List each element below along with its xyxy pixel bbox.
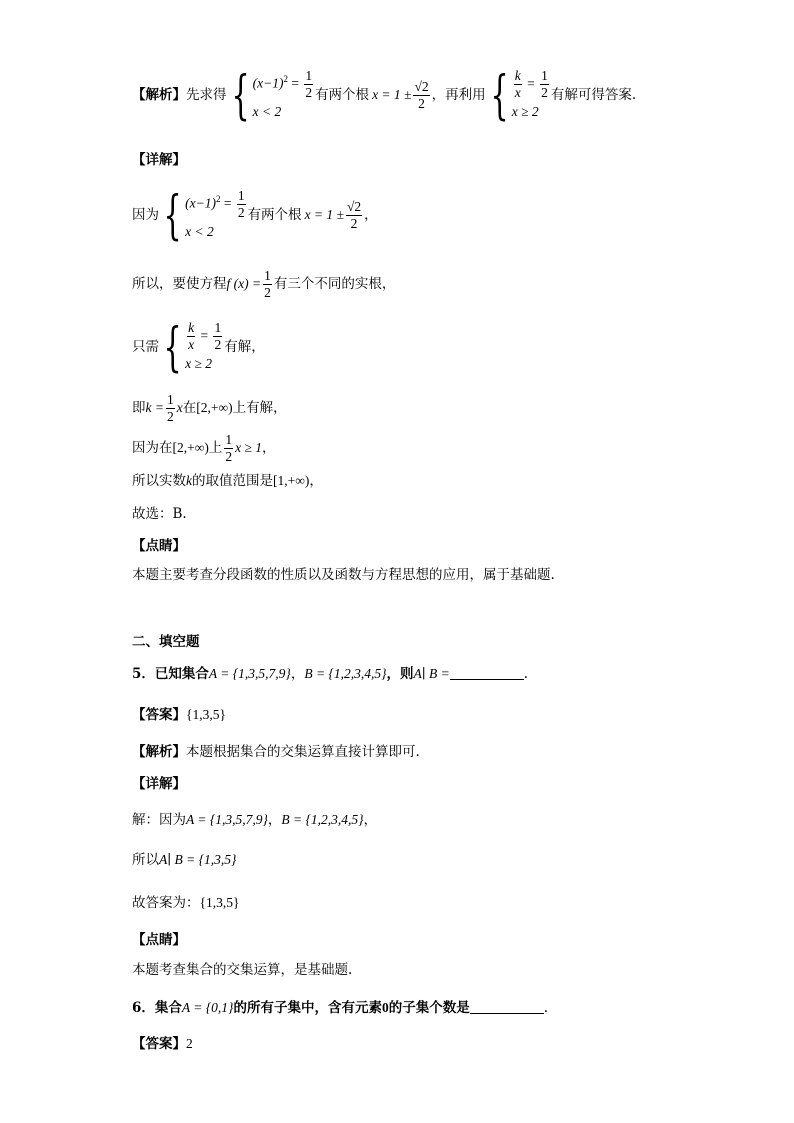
fraction-k-x-2 — [187, 320, 195, 353]
equation-system — [253, 68, 315, 123]
solution-lead: 解：因为 — [132, 812, 186, 828]
set-a: A = {1,3,5,7,9} — [186, 812, 268, 827]
answer-value: 2 — [186, 1036, 193, 1051]
only-lead: 只需 — [132, 339, 159, 355]
because2-tail: ， — [262, 440, 276, 456]
denominator: 2 — [541, 85, 548, 100]
intersection-expr: A∣ B = {1,3,5} — [159, 852, 237, 867]
interval: [2,+∞) — [196, 400, 233, 415]
denominator: 2 — [237, 205, 245, 220]
left-brace: { — [230, 65, 250, 126]
equation-system-2: $\frac{k}{x}$ = $\frac{1}{2}$ x ≥ 2 — [512, 68, 551, 123]
answer-5 — [132, 705, 226, 725]
so2-line — [132, 471, 323, 491]
numerator: 1 — [305, 68, 313, 83]
equals: = — [220, 195, 235, 211]
fraction-half — [304, 68, 313, 101]
q6-tail: 的子集个数是 — [388, 1000, 470, 1016]
analysis-tag: 【解析】 — [132, 744, 186, 760]
so-lead: 所以，要使方程 — [132, 276, 227, 292]
k-var: k — [186, 473, 192, 488]
denominator: 2 — [413, 95, 429, 112]
then-text: ，再利用 — [431, 87, 486, 103]
ie-line — [132, 392, 287, 425]
solution-lead: 故答案为： — [132, 895, 200, 911]
so-line — [132, 268, 395, 301]
sep: ， — [290, 666, 305, 682]
solution-tail: ， — [363, 812, 378, 828]
numerator: 1 — [264, 268, 271, 283]
ie-lead: 即 — [132, 400, 146, 416]
denominator: 2 — [264, 285, 271, 300]
root-expr: x = 1 ± — [372, 87, 412, 102]
equation-system-4: $\frac{k}{x}$ = $\frac{1}{2}$ x ≥ 2 — [185, 320, 224, 375]
comment-text-5: 本题考查集合的交集运算，是基础题. — [132, 962, 353, 978]
fx-expr: f (x) = — [226, 276, 262, 291]
comment-heading-5: 【点睛】 — [132, 932, 186, 948]
eq-lhs: (x−1) — [185, 195, 216, 211]
so2-lead: 所以实数 — [132, 473, 186, 489]
condition-2: x ≥ 2 — [511, 104, 539, 119]
question-number: 6． — [132, 1000, 155, 1016]
condition: x < 2 — [185, 224, 214, 239]
so-tail: 有三个不同的实根， — [273, 276, 396, 292]
solution-5a — [132, 810, 377, 830]
exponent: 2 — [283, 74, 288, 85]
fraction-sqrt2-2 — [346, 199, 362, 232]
so2-tail: ， — [309, 473, 323, 489]
k-var: k — [514, 68, 521, 83]
choose-line: 故选：B. — [132, 506, 187, 522]
fraction-half-7 — [224, 432, 233, 465]
zero: 0 — [381, 1000, 389, 1015]
denominator: 2 — [214, 337, 222, 352]
because2-lead: 因为在 — [132, 440, 173, 456]
numerator: 1 — [225, 432, 233, 447]
q6-end: . — [543, 1000, 548, 1016]
detail-heading: 【详解】 — [132, 152, 186, 168]
because-lead: 因为 — [132, 207, 159, 223]
x-var: x — [514, 85, 521, 100]
fraction-k-x — [514, 68, 522, 101]
sqrt2: √2 — [414, 79, 429, 94]
roots-text: 有两个根 — [247, 207, 302, 223]
fraction-half-6 — [166, 392, 175, 425]
sep: ， — [267, 812, 282, 828]
analysis-5 — [132, 742, 420, 762]
q6-lead: 集合 — [154, 1000, 182, 1016]
because2-line — [132, 432, 276, 465]
answer-value: {1,3,5} — [199, 895, 240, 910]
numerator: 1 — [214, 320, 222, 335]
fraction-half-5 — [213, 320, 222, 353]
denominator: 2 — [346, 215, 362, 232]
numerator: 1 — [237, 188, 245, 203]
comment-text: 本题主要考查分段函数的性质以及函数与方程思想的应用，属于基础题. — [132, 567, 555, 583]
exponent: 2 — [215, 194, 221, 205]
analysis-text: 本题根据集合的交集运算直接计算即可. — [186, 744, 420, 760]
fraction-half-3 — [237, 188, 246, 221]
q5-expr: A∣ B = — [413, 666, 450, 681]
set-a: A = {0,1} — [181, 1000, 234, 1015]
because-line — [132, 185, 378, 246]
answer-blank[interactable] — [450, 665, 524, 680]
because2-mid: 上 — [208, 440, 223, 456]
answer-value: {1,3,5} — [186, 707, 226, 722]
ie-mid: 在 — [182, 400, 197, 416]
analysis-tag: 【解析】 — [132, 87, 186, 103]
q5-then: ，则 — [386, 666, 414, 682]
section-title: 二、填空题 — [132, 634, 200, 650]
x-var: x — [176, 400, 183, 415]
question-6 — [132, 998, 548, 1018]
denominator: 2 — [166, 409, 174, 424]
q5-end: . — [523, 666, 529, 682]
k-var: k — [188, 320, 195, 335]
numerator: 1 — [541, 68, 548, 83]
range: [1,+∞) — [273, 473, 310, 488]
answer-tag: 【答案】 — [132, 707, 186, 723]
q6-mid: 的所有子集中，含有元素 — [233, 1000, 382, 1016]
x-var: x — [188, 337, 195, 352]
numerator: 1 — [166, 392, 174, 407]
roots-text: 有两个根 — [315, 87, 370, 103]
solution-5b — [132, 850, 236, 870]
denominator: 2 — [225, 449, 233, 464]
question-5 — [132, 664, 528, 684]
condition: x < 2 — [252, 104, 282, 119]
left-brace-3: { — [163, 185, 182, 246]
inequality: x ≥ 1 — [235, 440, 263, 455]
q5-lead: 已知集合 — [154, 666, 209, 682]
ie-tail: 上有解， — [232, 400, 287, 416]
equals: = — [287, 75, 303, 91]
fraction-half-4 — [263, 268, 272, 301]
set-a: A = {1,3,5,7,9} — [208, 666, 291, 681]
analysis-tail: 有解可得答案. — [550, 87, 637, 103]
solution-5c — [132, 893, 239, 913]
k-eq: k = — [145, 400, 164, 415]
comment-heading: 【点睛】 — [132, 538, 186, 554]
answer-6 — [132, 1034, 193, 1054]
set-b: B = {1,2,3,4,5} — [304, 666, 387, 681]
analysis-lead: 先求得 — [186, 87, 227, 103]
analysis-line — [132, 65, 637, 126]
so2-mid: 的取值范围是 — [192, 473, 273, 489]
left-brace-4: { — [163, 317, 182, 378]
detail-heading-5: 【详解】 — [132, 776, 186, 792]
sqrt2: √2 — [346, 199, 362, 214]
fraction-sqrt2 — [413, 79, 429, 112]
root-expr: x = 1 ± — [304, 207, 344, 222]
answer-tag: 【答案】 — [132, 1036, 186, 1052]
question-number: 5． — [132, 666, 155, 682]
only-tail: 有解， — [224, 339, 265, 355]
set-b: B = {1,2,3,4,5} — [281, 812, 364, 827]
because-tail: ， — [364, 207, 378, 223]
only-line — [132, 317, 265, 378]
eq-lhs: (x−1) — [252, 75, 284, 91]
left-brace-2: { — [490, 65, 509, 126]
fraction-half-2 — [540, 68, 549, 101]
condition-2: x ≥ 2 — [185, 356, 212, 371]
denominator: 2 — [305, 85, 313, 100]
equation-system-3 — [185, 188, 247, 243]
interval: [2,+∞) — [172, 440, 209, 455]
answer-blank[interactable] — [470, 999, 544, 1014]
solution-lead: 所以 — [132, 852, 159, 868]
